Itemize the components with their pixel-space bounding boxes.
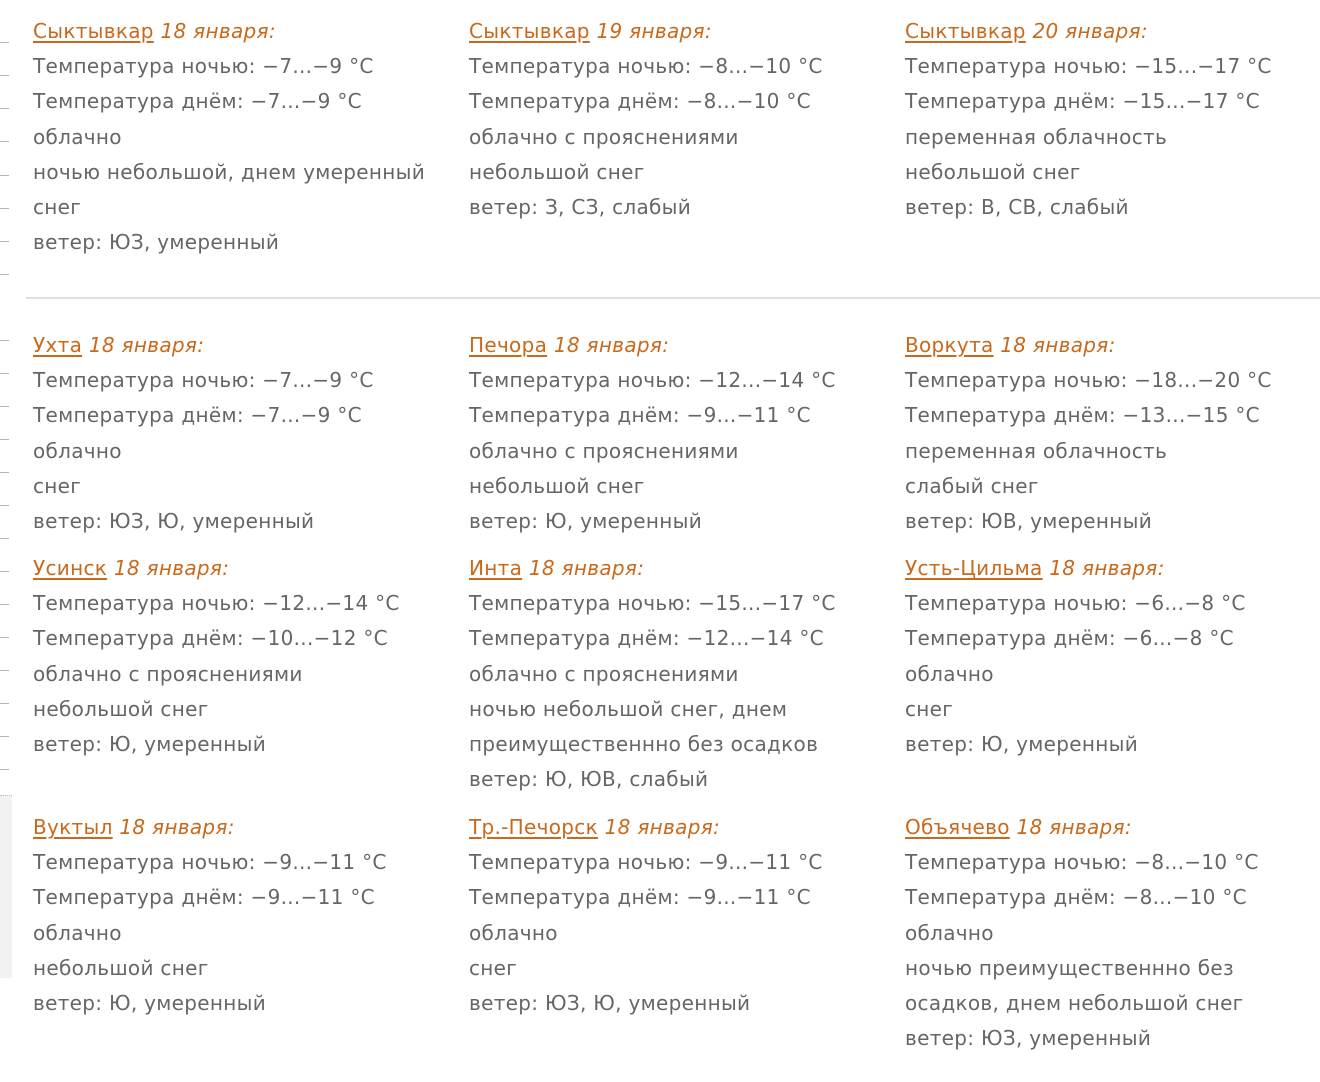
forecast-date: 18 января: (160, 19, 276, 43)
precipitation: снег (905, 696, 954, 721)
edge-tick (0, 406, 9, 407)
edge-tick (0, 75, 9, 76)
wind: ветер: Ю, умеренный (905, 732, 1139, 757)
day-temperature: Температура днём: −9...−11 °C (33, 885, 375, 910)
forecast-date: 18 января: (1000, 333, 1116, 357)
forecast-header (33, 14, 453, 49)
edge-tick (0, 703, 9, 704)
forecast-header (905, 328, 1320, 363)
precipitation: небольшой снег (33, 955, 209, 980)
edge-tick (0, 736, 9, 737)
edge-tick (0, 538, 9, 539)
sky-condition: облачно (469, 920, 558, 945)
sky-condition: облачно с прояснениями (33, 661, 303, 686)
precipitation: небольшой снег (469, 159, 645, 184)
day-temperature: Температура днём: −12...−14 °C (469, 626, 824, 651)
edge-tick (0, 769, 9, 770)
sky-condition: облачно (33, 124, 122, 149)
night-temperature: Температура ночью: −12...−14 °C (33, 591, 400, 616)
edge-tick (0, 108, 9, 109)
forecast-header (469, 14, 889, 49)
city-link[interactable]: Печора (469, 333, 548, 357)
wind: ветер: В, СВ, слабый (905, 195, 1129, 220)
city-link[interactable]: Сыктывкар (469, 19, 590, 43)
wind: ветер: Ю, умеренный (33, 991, 267, 1016)
wind: ветер: ЮЗ, Ю, умеренный (469, 991, 751, 1016)
wind: ветер: ЮЗ, умеренный (905, 1026, 1152, 1051)
forecast-header (905, 551, 1320, 586)
forecast-block (905, 551, 1320, 762)
sky-condition: переменная облачность (905, 438, 1168, 463)
night-temperature: Температура ночью: −8...−10 °C (469, 54, 823, 79)
wind: ветер: ЮЗ, Ю, умеренный (33, 509, 315, 534)
edge-tick (0, 340, 9, 341)
day-temperature: Температура днём: −7...−9 °C (33, 89, 362, 114)
city-link[interactable]: Воркута (905, 333, 994, 357)
wind: ветер: Ю, умеренный (469, 509, 703, 534)
wind: ветер: Ю, ЮВ, слабый (469, 767, 709, 792)
forecast-header (469, 328, 889, 363)
night-temperature: Температура ночью: −9...−11 °C (469, 850, 823, 875)
forecast-header (905, 810, 1320, 845)
night-temperature: Температура ночью: −15...−17 °C (905, 54, 1272, 79)
forecast-date: 20 января: (1032, 19, 1148, 43)
edge-tick (0, 208, 9, 209)
day-temperature: Температура днём: −9...−11 °C (469, 403, 811, 428)
night-temperature: Температура ночью: −15...−17 °C (469, 591, 836, 616)
city-link[interactable]: Тр.-Печорск (469, 815, 598, 839)
day-temperature: Температура днём: −7...−9 °C (33, 403, 362, 428)
wind: ветер: З, СЗ, слабый (469, 195, 692, 220)
forecast-block (469, 14, 889, 225)
city-link[interactable]: Усть-Цильма (905, 556, 1043, 580)
forecast-header (905, 14, 1320, 49)
night-temperature: Температура ночью: −7...−9 °C (33, 368, 374, 393)
forecast-block (905, 14, 1320, 225)
sky-condition: облачно с прояснениями (469, 438, 739, 463)
forecast-date: 18 января: (528, 556, 645, 580)
edge-tick (0, 175, 9, 176)
edge-tick (0, 439, 9, 440)
city-link[interactable]: Сыктывкар (905, 19, 1026, 43)
edge-tick (0, 604, 9, 605)
edge-tick (0, 637, 9, 638)
forecast-date: 18 января: (1049, 556, 1165, 580)
forecast-block (905, 328, 1320, 539)
edge-tick (0, 571, 9, 572)
edge-tick (0, 241, 9, 242)
sky-condition: облачно (905, 920, 994, 945)
forecast-date: 18 января: (113, 556, 230, 580)
sky-condition: переменная облачность (905, 124, 1168, 149)
precipitation: небольшой снег (33, 696, 209, 721)
forecast-header (33, 551, 453, 586)
precipitation: ночью преимущественнно без осадков, днем небольшой снег (905, 955, 1244, 1016)
precipitation: снег (33, 473, 82, 498)
sky-condition: облачно (33, 920, 122, 945)
edge-tick (0, 274, 9, 275)
forecast-date: 18 января: (1016, 815, 1132, 839)
night-temperature: Температура ночью: −8...−10 °C (905, 850, 1259, 875)
night-temperature: Температура ночью: −12...−14 °C (469, 368, 836, 393)
forecast-block (469, 328, 889, 539)
day-temperature: Температура днём: −13...−15 °C (905, 403, 1260, 428)
city-link[interactable]: Сыктывкар (33, 19, 154, 43)
city-link[interactable]: Вуктыл (33, 815, 113, 839)
forecast-date: 19 января: (596, 19, 712, 43)
forecast-block (33, 14, 453, 260)
forecast-block (469, 810, 889, 1021)
night-temperature: Температура ночью: −6...−8 °C (905, 591, 1246, 616)
forecast-block (33, 810, 453, 1021)
city-link[interactable]: Инта (469, 556, 523, 580)
day-temperature: Температура днём: −8...−10 °C (469, 89, 811, 114)
day-temperature: Температура днём: −8...−10 °C (905, 885, 1247, 910)
edge-tick (0, 42, 9, 43)
wind: ветер: Ю, умеренный (33, 732, 267, 757)
precipitation: ночью небольшой снег, днем преимущественнно без осадков (469, 696, 819, 757)
precipitation: небольшой снег (469, 473, 645, 498)
forecast-block (905, 810, 1320, 1056)
city-link[interactable]: Ухта (33, 333, 83, 357)
forecast-block (33, 551, 453, 762)
wind: ветер: ЮЗ, умеренный (33, 230, 280, 255)
precipitation: ночью небольшой, днем умеренный снег (33, 159, 426, 220)
night-temperature: Температура ночью: −18...−20 °C (905, 368, 1272, 393)
sky-condition: облачно с прояснениями (469, 124, 739, 149)
forecast-date: 18 января: (604, 815, 721, 839)
precipitation: снег (469, 955, 518, 980)
edge-tick (0, 670, 9, 671)
precipitation: небольшой снег (905, 159, 1081, 184)
night-temperature: Температура ночью: −7...−9 °C (33, 54, 374, 79)
day-temperature: Температура днём: −9...−11 °C (469, 885, 811, 910)
sky-condition: облачно (905, 661, 994, 686)
sky-condition: облачно с прояснениями (469, 661, 739, 686)
edge-tick (0, 141, 9, 142)
forecast-date: 18 января: (119, 815, 235, 839)
wind: ветер: ЮВ, умеренный (905, 509, 1153, 534)
forecast-header (469, 551, 889, 586)
edge-tick (0, 505, 9, 506)
edge-tick (0, 373, 9, 374)
day-temperature: Температура днём: −15...−17 °C (905, 89, 1260, 114)
city-link[interactable]: Объячево (905, 815, 1010, 839)
edge-tick (0, 472, 9, 473)
left-edge-panel (0, 795, 12, 978)
day-temperature: Температура днём: −10...−12 °C (33, 626, 388, 651)
city-link[interactable]: Усинск (33, 556, 108, 580)
precipitation: слабый снег (905, 473, 1039, 498)
forecast-header (33, 810, 453, 845)
sky-condition: облачно (33, 438, 122, 463)
forecast-header (33, 328, 453, 363)
forecast-block (33, 328, 453, 539)
forecast-block (469, 551, 889, 797)
forecast-date: 18 января: (553, 333, 670, 357)
night-temperature: Температура ночью: −9...−11 °C (33, 850, 387, 875)
forecast-date: 18 января: (88, 333, 205, 357)
forecast-header (469, 810, 889, 845)
day-temperature: Температура днём: −6...−8 °C (905, 626, 1234, 651)
section-divider (26, 297, 1320, 299)
